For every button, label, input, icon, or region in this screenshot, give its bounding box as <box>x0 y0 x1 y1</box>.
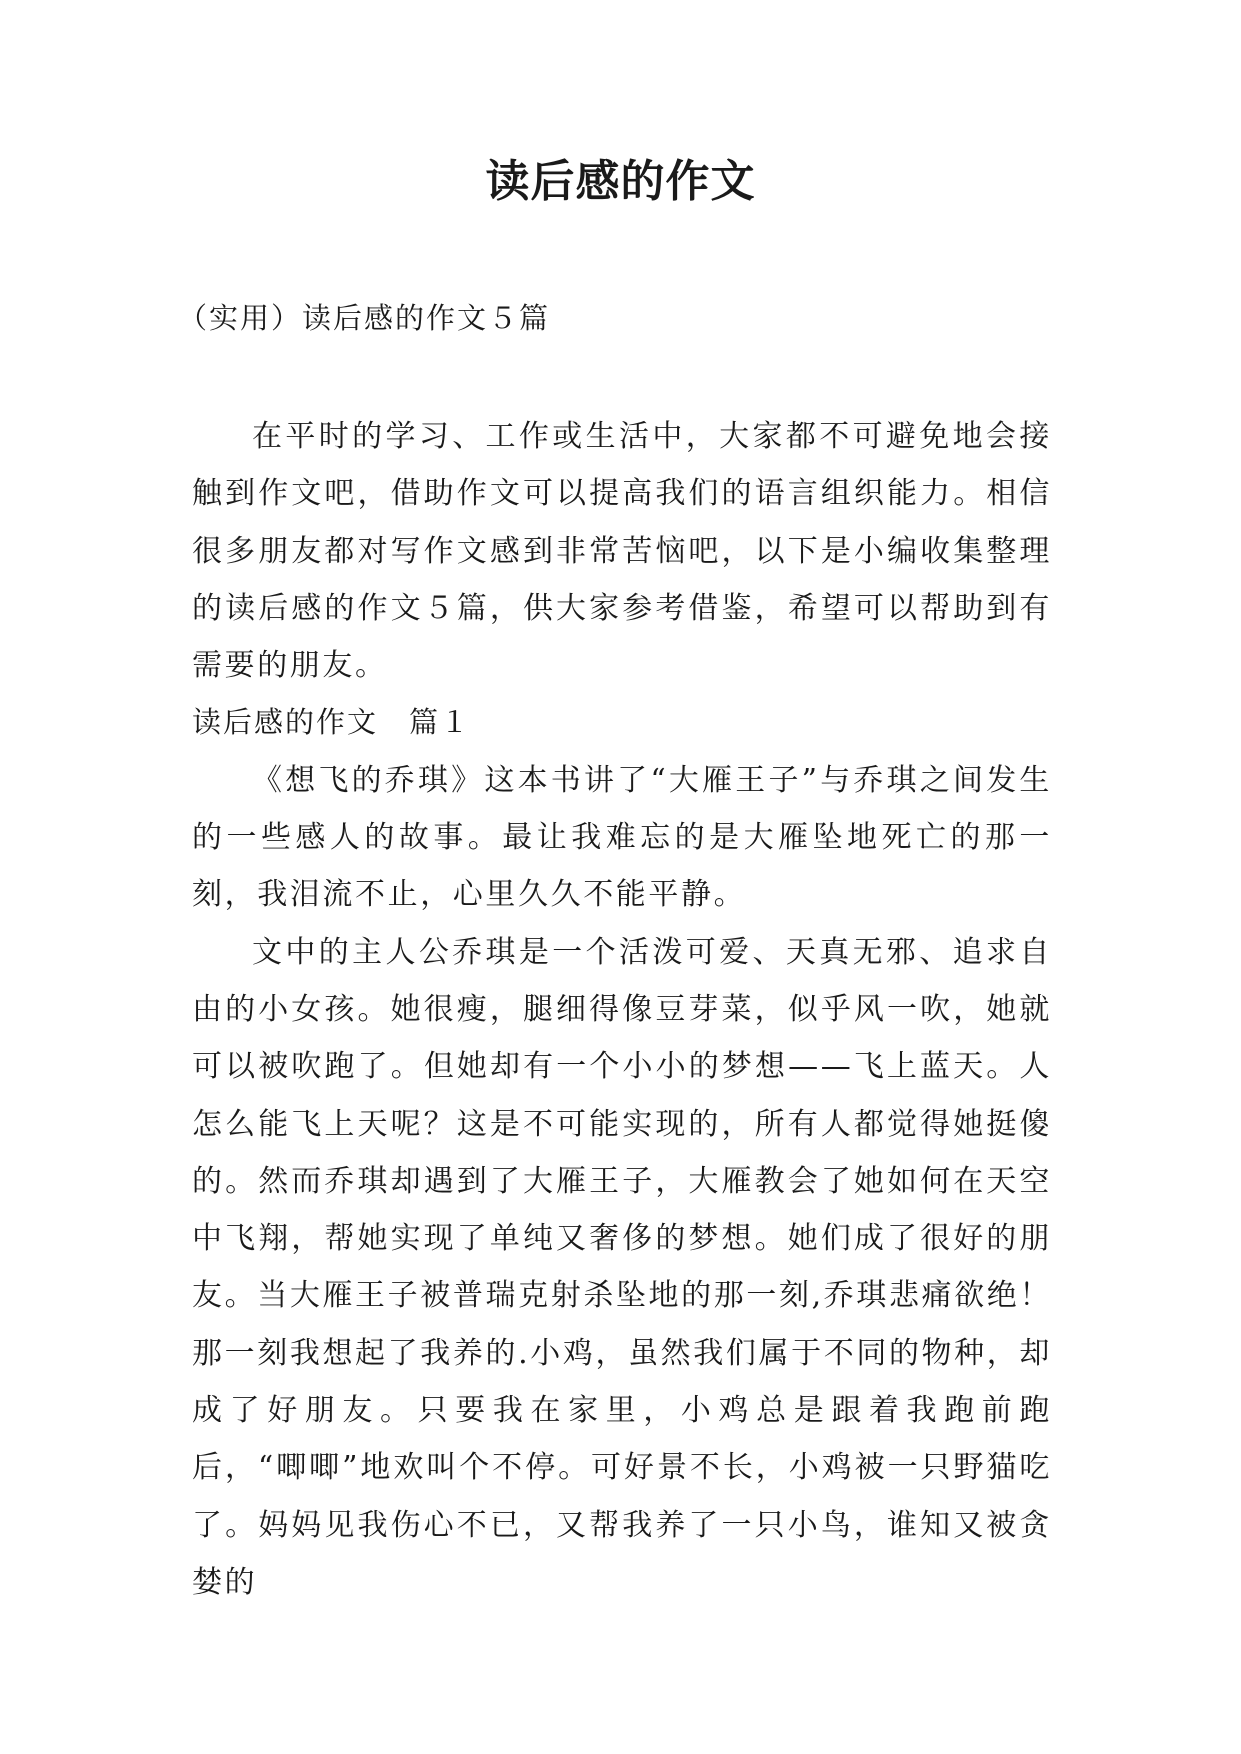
document-subtitle: （实用）读后感的作文５篇 <box>178 301 551 335</box>
body-paragraph: 《想飞的乔琪》这本书讲了“大雁王子”与乔琪之间发生的一些感人的故事。最让我难忘的是大雁坠地死亡的那一刻，我泪流不止，心里久久不能平静。 <box>192 762 1052 913</box>
body-paragraph: 文中的主人公乔琪是一个活泼可爱、天真无邪、追求自由的小女孩。她很瘦，腿细得像豆芽菜，似乎风一吹，她就可以被吹跑了。但她却有一个小小的梦想——飞上蓝天。人怎么能飞上天呢？这是不可能实现的，所有人都觉得她挺傻的。然而乔琪却遇到了大雁王子，大雁教会了她如何在天空中飞翔，帮她实现了单纯又奢侈的梦想。她们成了很好的朋友。当大雁王子被普瑞克射杀坠地的那一刻,乔琪悲痛欲绝！那一刻我想起了我养的.小鸡，虽然我们属于不同的物种，却成了好朋友。只要我在家里，小鸡总是跟着我跑前跑后，“唧唧”地欢叫个不停。可好景不长，小鸡被一只野猫吃了。妈妈见我伤心不已，又帮我养了一只小鸟，谁知又被贪婪的 <box>192 934 1052 1600</box>
document-body <box>192 408 1052 1611</box>
page-title: 读后感的作文 <box>485 156 756 207</box>
section-heading: 读后感的作文 篇１ <box>192 705 472 740</box>
intro-paragraph: 在平时的学习、工作或生活中，大家都不可避免地会接触到作文吧，借助作文可以提高我们的语言组织能力。相信很多朋友都对写作文感到非常苦恼吧，以下是小编收集整理的读后感的作文５篇，供大家参考借鉴，希望可以帮助到有需要的朋友。 <box>192 419 1052 684</box>
